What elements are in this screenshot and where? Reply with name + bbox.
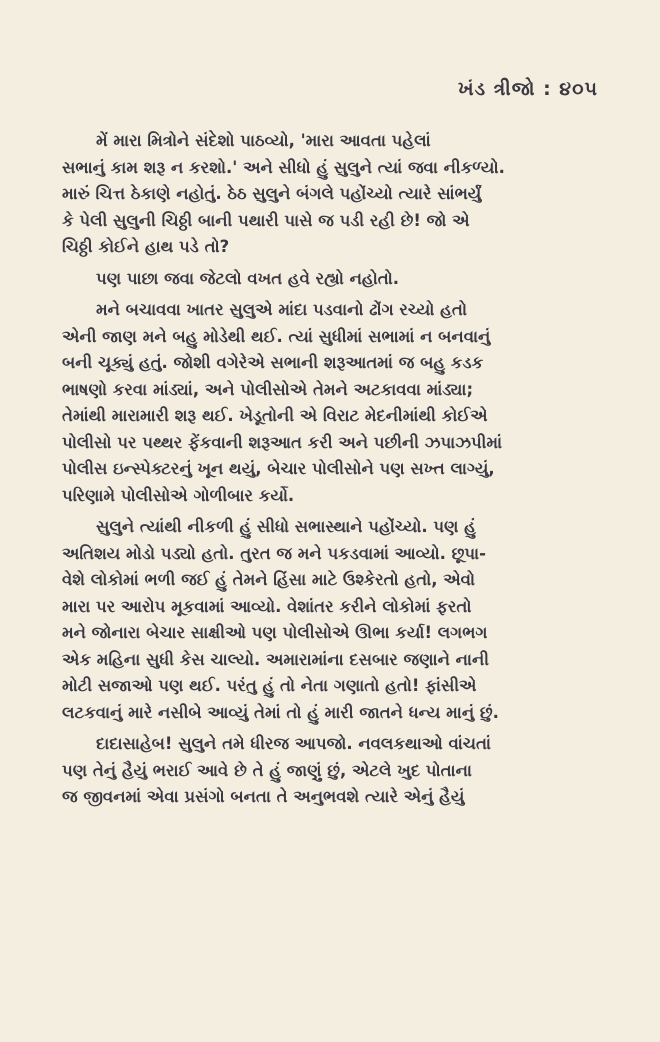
text-line: જ જીવનમાં એવા પ્રસંગો બનતા તે અનુભવશે ત્યારે એનું હૈયું	[62, 787, 465, 806]
running-head: ખંડ ત્રીજો : ૪૦૫	[457, 78, 598, 100]
text-line: પોલીસો પર પથ્થર ફેંકવાની શરૂઆત કરી અને પછીની ઝપાઝપીમાં	[62, 432, 503, 452]
body-text	[62, 128, 614, 816]
text-line: એની જાણ મને બહુ મોડેથી થઈ. ત્યાં સુધીમાં સભામાં ન બનવાનું	[62, 326, 491, 346]
text-line: મારા પર આરોપ મૂકવામાં આવ્યો. વેશાંતર કરીને લોકોમાં ફરતો	[62, 596, 472, 616]
text-line: પણ તેનું હૈયું ભરાઈ આવે છે તે હું જાણું છું, એટલે ખુદ પોતાના	[62, 760, 472, 780]
text-line: તેમાંથી મારામારી શરૂ થઈ. ખેડૂતોની એ વિરાટ મેદનીમાંથી કોઈએ	[62, 406, 488, 425]
text-line: પોલીસ ઇન્સ્પેક્ટરનું ખૂન થયું, બેચાર પોલીસોને પણ સખ્ત લાગ્યું,	[62, 459, 495, 478]
text-line: મેં મારા મિત્રોને સંદેશો પાઠવ્યો, 'મારા આવતા પહેલાં	[96, 131, 431, 150]
text-line: અતિશય મોડો પડ્યો હતો. તુરત જ મને પકડવામાં આવ્યો. છૂપા-	[62, 543, 486, 563]
text-line: લટકવાનું મારે નસીબે આવ્યું તેમાં તો હું મારી જાતને ધન્ય માનું છું.	[62, 702, 499, 722]
paragraph	[62, 514, 614, 726]
paragraph	[62, 297, 614, 509]
text-line: ભાષણો કરવા માંડ્યાં, અને પોલીસોએ તેમને અટકાવવા માંડ્યા;	[62, 379, 474, 399]
text-line: પરિણામે પોલીસોએ ગોળીબાર કર્યો.	[62, 485, 295, 505]
text-line: પણ પાછા જવા જેટલો વખત હવે રહ્યો નહોતો.	[96, 268, 400, 288]
text-line: વેશે લોકોમાં ભળી જઈ હું તેમને હિંસા માટે ઉશ્કેરતો હતો, એવો	[62, 570, 476, 589]
text-line: એક મહિના સુધી કેસ ચાલ્યો. અમારામાંના દસબાર જણાને નાની	[62, 649, 489, 669]
text-line: મને બચાવવા ખાતર સુલુએ માંદા પડવાનો ઢોંગ રચ્યો હતો	[96, 300, 467, 319]
text-line: મારું ચિત્ત ઠેકાણે નહોતું. ઠેઠ સુલુને બંગલે પહોંચ્યો ત્યારે સાંભર્યું	[62, 184, 482, 203]
paragraph	[62, 731, 614, 811]
paragraph	[62, 266, 614, 293]
paragraph	[62, 128, 614, 261]
text-line: મોટી સજાઓ પણ થઈ. પરંતુ હું તો નેતા ગણાતો હતો! ફાંસીએ	[62, 676, 477, 695]
text-line: સભાનું કામ શરૂ ન કરશો.' અને સીધો હું સુલુને ત્યાં જવા નીકળ્યો.	[62, 157, 505, 177]
text-line: બની ચૂક્યું હતું. જોશી વગેરેએ સભાની શરૂઆતમાં જ બહુ કડક	[62, 353, 484, 372]
text-line: સુલુને ત્યાંથી નીકળી હું સીધો સભાસ્થાને પહોંચ્યો. પણ હું	[96, 517, 476, 536]
text-line: મને જોનારા બેચાર સાક્ષીઓ પણ પોલીસોએ ઊભા કર્યા! લગભગ	[62, 623, 488, 642]
text-line: દાદાસાહેબ! સુલુને તમે ધીરજ આપજો. નવલકથાઓ વાંચતાં	[96, 734, 491, 753]
text-line: કે પેલી સુલુની ચિઠ્ઠી બાની પથારી પાસે જ પડી રહી છે! જો એ	[62, 210, 470, 230]
text-line: ચિઠ્ઠી કોઈને હાથ પડે તો?	[62, 237, 230, 256]
